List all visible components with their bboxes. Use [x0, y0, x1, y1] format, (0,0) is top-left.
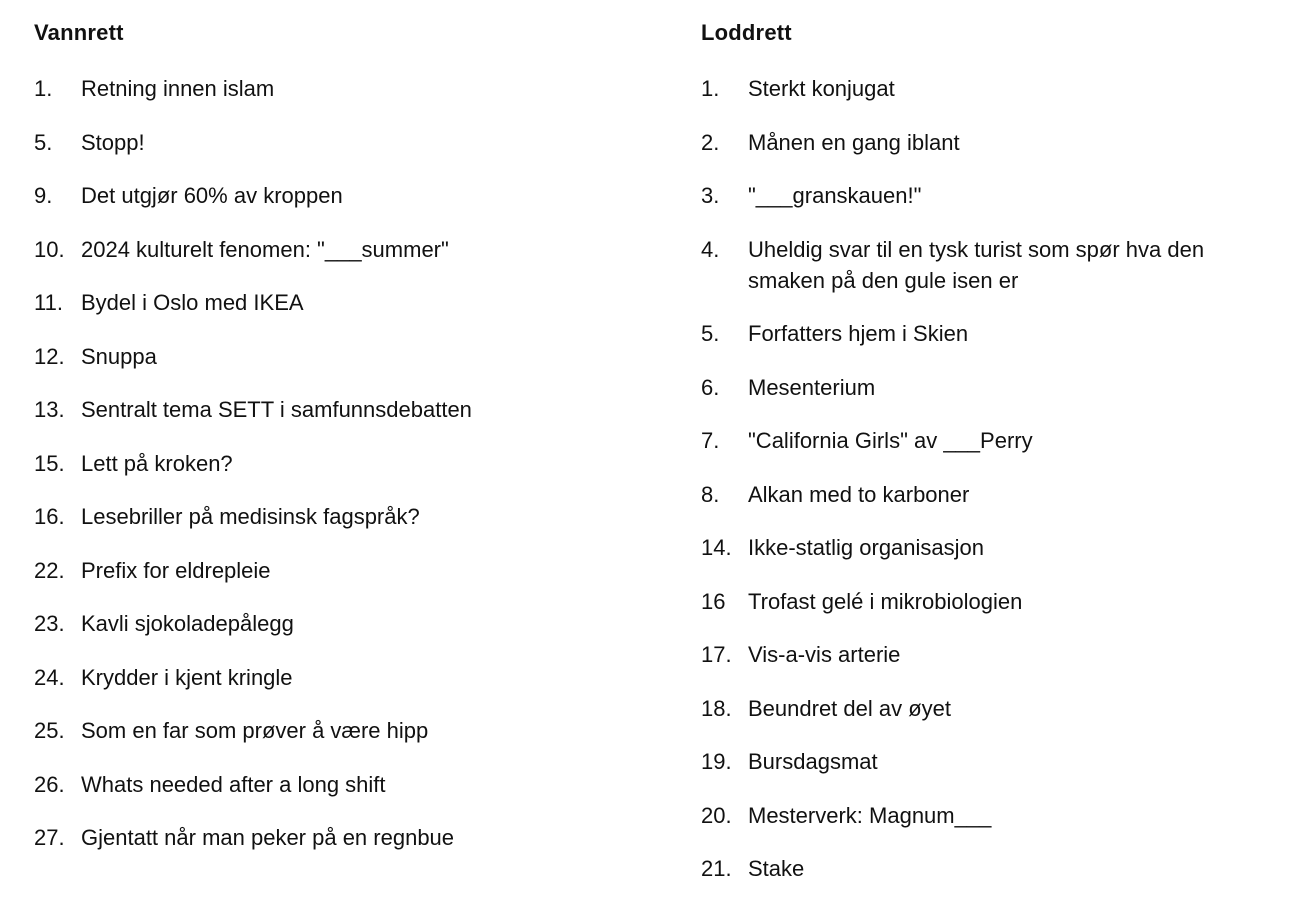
down-clue-list — [701, 73, 1271, 907]
across-heading: Vannrett — [34, 20, 124, 45]
clue-number: 27. — [34, 825, 65, 850]
clue-item — [701, 746, 1271, 777]
clue-number: 15. — [34, 450, 65, 476]
clue-item — [34, 73, 654, 104]
clue-text: Mesterverk: Magnum___ — [748, 802, 992, 828]
clue-item — [34, 234, 654, 265]
clue-text: Lesebriller på medisinsk fagspråk? — [81, 504, 420, 529]
clue-text: Ikke-statlig organisasjon — [748, 535, 985, 560]
clue-item — [701, 586, 1271, 617]
clue-item — [701, 127, 1271, 158]
clue-number: 12. — [34, 343, 65, 369]
clue-item — [701, 180, 1271, 211]
clue-number: 1. — [34, 76, 53, 101]
clue-text: Snuppa — [81, 343, 157, 369]
clue-number: 11. — [34, 290, 63, 315]
clue-item — [34, 448, 654, 479]
clue-number: 19. — [701, 749, 732, 774]
clue-text: Månen en gang iblant — [748, 129, 960, 155]
clue-item — [701, 372, 1271, 403]
clue-item — [701, 853, 1271, 884]
clue-number: 4. — [701, 236, 720, 262]
clue-text: Beundret del av øyet — [748, 695, 952, 721]
clue-item — [701, 639, 1271, 670]
clue-number: 21. — [701, 856, 732, 881]
clue-text: Alkan med to karboner — [748, 481, 970, 507]
clue-number: 13. — [34, 397, 65, 422]
clue-text: Det utgjør 60% av kroppen — [81, 183, 343, 208]
clue-item — [34, 127, 654, 158]
clue-text: Bursdagsmat — [748, 749, 878, 774]
clue-text: Bydel i Oslo med IKEA — [81, 290, 304, 315]
clue-number: 26. — [34, 771, 65, 797]
clue-number: 14. — [701, 535, 732, 560]
clue-item — [34, 715, 654, 746]
clue-item — [34, 501, 654, 532]
clue-number: 23. — [34, 611, 65, 636]
clue-item — [34, 608, 654, 639]
clue-text: "___granskauen!" — [748, 183, 922, 208]
clue-item — [701, 532, 1271, 563]
clue-number: 5. — [34, 129, 53, 155]
clue-text: Vis-a-vis arterie — [748, 642, 901, 667]
clue-text: Sterkt konjugat — [748, 76, 895, 101]
clue-text: Whats needed after a long shift — [81, 771, 386, 797]
clue-item — [701, 479, 1271, 510]
clue-number: 8. — [701, 481, 720, 507]
down-heading: Loddrett — [701, 20, 792, 45]
clue-text: Stake — [748, 856, 805, 881]
clue-number: 24. — [34, 664, 65, 690]
clue-text: Sentralt tema SETT i samfunnsdebatten — [81, 397, 472, 422]
clue-item — [701, 693, 1271, 724]
clue-number: 3. — [701, 183, 720, 208]
across-clue-list — [34, 73, 654, 876]
clue-text: Gjentatt når man peker på en regnbue — [81, 825, 455, 850]
clue-item — [701, 318, 1271, 349]
clue-number: 1. — [701, 76, 720, 101]
clue-item — [34, 341, 654, 372]
clue-number: 2. — [701, 129, 720, 155]
clue-number: 16 — [701, 588, 726, 614]
clue-number: 25. — [34, 718, 65, 743]
clue-text: Retning innen islam — [81, 76, 275, 101]
clue-item — [701, 800, 1271, 831]
clue-text: 2024 kulturelt fenomen: "___summer" — [81, 236, 449, 262]
clue-number: 16. — [34, 504, 65, 529]
clue-text: Trofast gelé i mikrobiologien — [748, 588, 1023, 614]
clue-number: 18. — [701, 695, 732, 721]
clue-number: 5. — [701, 321, 720, 346]
clue-text: Som en far som prøver å være hipp — [81, 718, 429, 743]
clue-item — [34, 394, 654, 425]
clue-item — [701, 73, 1271, 104]
clue-text: Stopp! — [81, 129, 145, 155]
clue-text: Prefix for eldrepleie — [81, 557, 271, 583]
clue-text: "California Girls" av ___Perry — [748, 428, 1033, 453]
clue-number: 10. — [34, 236, 65, 262]
clue-number: 6. — [701, 374, 720, 400]
clue-item — [34, 180, 654, 211]
clue-item — [34, 662, 654, 693]
clue-number: 7. — [701, 428, 720, 453]
clue-item — [34, 287, 654, 318]
clue-text: Kavli sjokoladepålegg — [81, 611, 294, 636]
clue-item — [34, 555, 654, 586]
clue-text: Forfatters hjem i Skien — [748, 321, 969, 346]
clue-text: Lett på kroken? — [81, 450, 233, 476]
clue-number: 22. — [34, 557, 65, 583]
clue-number: 17. — [701, 642, 732, 667]
clue-item — [34, 769, 654, 800]
clue-item — [34, 822, 654, 853]
clue-number: 20. — [701, 802, 732, 828]
clue-item — [701, 234, 1271, 296]
clue-text: Krydder i kjent kringle — [81, 664, 293, 690]
clue-text: Uheldig svar til en tysk turist som spør hva den smaken på den gule isen er — [748, 236, 1205, 293]
clue-item — [701, 425, 1271, 456]
clue-text: Mesenterium — [748, 374, 876, 400]
clue-number: 9. — [34, 183, 53, 208]
